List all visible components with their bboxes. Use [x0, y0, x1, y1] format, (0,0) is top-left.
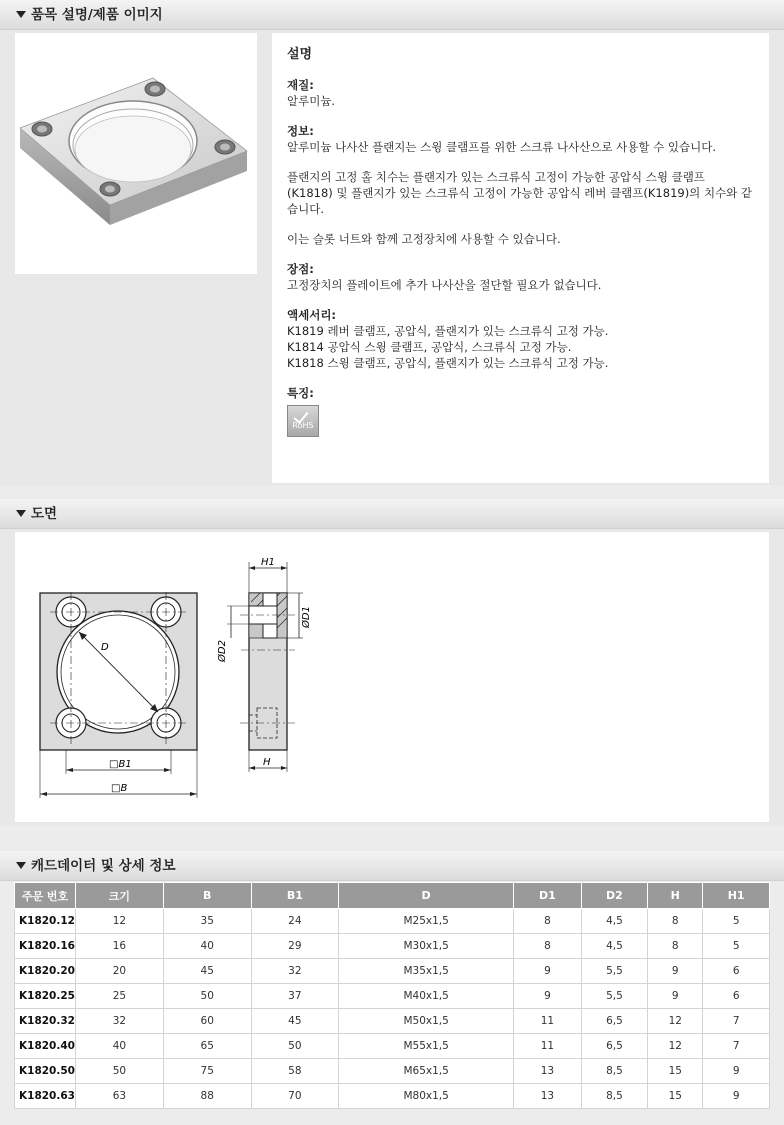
- feature-label: 특징:: [287, 386, 314, 400]
- table-cell: 9: [703, 1059, 770, 1084]
- table-cell: 7: [703, 1009, 770, 1034]
- table-cell: 15: [648, 1059, 703, 1084]
- order-number-cell[interactable]: K1820.40: [15, 1034, 76, 1059]
- table-cell: M35x1,5: [339, 959, 514, 984]
- table-cell: 70: [251, 1084, 338, 1109]
- dim-h-label: H: [263, 757, 271, 768]
- table-cell: 12: [648, 1009, 703, 1034]
- table-cell: 8: [648, 934, 703, 959]
- table-row[interactable]: [15, 984, 770, 1009]
- table-row[interactable]: [15, 959, 770, 984]
- collapse-triangle-icon: [16, 11, 26, 18]
- accessory-item: K1814 공압식 스윙 클램프, 공압식, 스크류식 고정 가능.: [287, 340, 572, 354]
- table-cell: 8,5: [581, 1084, 648, 1109]
- table-cell: 58: [251, 1059, 338, 1084]
- table-cell: M65x1,5: [339, 1059, 514, 1084]
- product-render: [15, 33, 257, 274]
- column-header[interactable]: H1: [703, 883, 770, 909]
- table-cell: 88: [163, 1084, 251, 1109]
- column-header[interactable]: D2: [581, 883, 648, 909]
- table-cell: 4,5: [581, 934, 648, 959]
- table-cell: 65: [163, 1034, 251, 1059]
- table-cell: 12: [75, 909, 163, 934]
- dim-b-label: □B: [111, 783, 128, 794]
- table-cell: 9: [514, 984, 581, 1009]
- table-cell: 24: [251, 909, 338, 934]
- table-cell: 4,5: [581, 909, 648, 934]
- table-cell: 6: [703, 959, 770, 984]
- table-cell: 9: [648, 959, 703, 984]
- table-cell: M50x1,5: [339, 1009, 514, 1034]
- table-cell: 32: [75, 1009, 163, 1034]
- technical-drawing: [15, 532, 769, 822]
- table-cell: 50: [251, 1034, 338, 1059]
- collapse-triangle-icon: [16, 510, 26, 517]
- material-text: 알루미늄.: [287, 94, 336, 108]
- table-row[interactable]: [15, 909, 770, 934]
- section-title: 도면: [31, 506, 58, 522]
- table-cell: 7: [703, 1034, 770, 1059]
- table-cell: 50: [163, 984, 251, 1009]
- order-number-cell[interactable]: K1820.25: [15, 984, 76, 1009]
- table-cell: M25x1,5: [339, 909, 514, 934]
- table-cell: 40: [75, 1034, 163, 1059]
- advantage-label: 장점:: [287, 262, 314, 276]
- table-cell: 11: [514, 1034, 581, 1059]
- info-text-2: 플랜지의 고정 홀 치수는 플랜지가 있는 스크류식 고정이 가능한 공압식 스윙 클램프 (K1818) 및 플랜지가 있는 스크류식 고정이 가능한 공압식 레버 클램프(K1819)의 치수와 같습니다.: [287, 170, 753, 216]
- info-label: 정보:: [287, 124, 314, 138]
- column-header[interactable]: 크기: [75, 883, 163, 909]
- table-cell: 20: [75, 959, 163, 984]
- table-row[interactable]: [15, 934, 770, 959]
- product-image: [15, 33, 257, 274]
- table-row[interactable]: [15, 1059, 770, 1084]
- table-cell: 32: [251, 959, 338, 984]
- table-cell: 35: [163, 909, 251, 934]
- table-cell: 5: [703, 909, 770, 934]
- table-row[interactable]: [15, 1084, 770, 1109]
- table-cell: 6,5: [581, 1009, 648, 1034]
- material-label: 재질:: [287, 78, 314, 92]
- table-cell: 13: [514, 1084, 581, 1109]
- column-header[interactable]: 주문 번호: [15, 883, 76, 909]
- column-header[interactable]: B: [163, 883, 251, 909]
- section-title: 캐드데이터 및 상세 정보: [31, 858, 176, 874]
- section-title: 품목 설명/제품 이미지: [31, 7, 163, 23]
- table-cell: 25: [75, 984, 163, 1009]
- column-header[interactable]: D1: [514, 883, 581, 909]
- description-heading: 설명: [287, 47, 313, 62]
- order-number-cell[interactable]: K1820.12: [15, 909, 76, 934]
- table-cell: 12: [648, 1034, 703, 1059]
- table-cell: 6: [703, 984, 770, 1009]
- dim-b1-label: □B1: [109, 759, 132, 770]
- order-number-cell[interactable]: K1820.50: [15, 1059, 76, 1084]
- section-header-image-desc[interactable]: [0, 0, 784, 30]
- dim-d-label: D: [101, 642, 109, 653]
- table-cell: 9: [514, 959, 581, 984]
- table-cell: 5,5: [581, 984, 648, 1009]
- dim-d2-label: ØD2: [217, 640, 228, 662]
- accessory-item: K1818 스윙 클램프, 공압식, 플랜지가 있는 스크류식 고정 가능.: [287, 356, 609, 370]
- table-cell: 8: [648, 909, 703, 934]
- column-header[interactable]: B1: [251, 883, 338, 909]
- table-cell: 15: [648, 1084, 703, 1109]
- table-cell: 13: [514, 1059, 581, 1084]
- order-number-cell[interactable]: K1820.16: [15, 934, 76, 959]
- collapse-triangle-icon: [16, 862, 26, 869]
- table-cell: 37: [251, 984, 338, 1009]
- column-header[interactable]: D: [339, 883, 514, 909]
- table-cell: 75: [163, 1059, 251, 1084]
- table-cell: 63: [75, 1084, 163, 1109]
- spec-table: [14, 882, 770, 1109]
- info-text-3: 이는 슬롯 너트와 함께 고정장치에 사용할 수 있습니다.: [287, 232, 561, 246]
- dim-h1-label: H1: [261, 557, 275, 568]
- table-cell: M55x1,5: [339, 1034, 514, 1059]
- table-cell: 45: [163, 959, 251, 984]
- table-cell: M30x1,5: [339, 934, 514, 959]
- table-cell: 5,5: [581, 959, 648, 984]
- column-header[interactable]: H: [648, 883, 703, 909]
- table-cell: 50: [75, 1059, 163, 1084]
- table-cell: 8: [514, 934, 581, 959]
- section-header-drawing[interactable]: [0, 499, 784, 529]
- rohs-text: RoHS: [292, 421, 314, 430]
- advantage-text: 고정장치의 플레이트에 추가 나사산을 절단할 필요가 없습니다.: [287, 278, 602, 292]
- table-cell: 16: [75, 934, 163, 959]
- table-cell: 29: [251, 934, 338, 959]
- description-panel: [272, 33, 769, 483]
- info-text-1: 알루미늄 나사산 플랜지는 스윙 클램프를 위한 스크류 나사산으로 사용할 수 있습니다.: [287, 140, 717, 154]
- table-cell: 9: [648, 984, 703, 1009]
- table-cell: 45: [251, 1009, 338, 1034]
- table-header-row: [15, 883, 770, 909]
- accessory-item: K1819 레버 클램프, 공압식, 플랜지가 있는 스크류식 고정 가능.: [287, 324, 609, 338]
- dim-d1-label: ØD1: [301, 606, 312, 628]
- table-cell: 9: [703, 1084, 770, 1109]
- table-row[interactable]: [15, 1034, 770, 1059]
- rohs-badge-icon: [287, 405, 319, 437]
- order-number-cell[interactable]: K1820.63: [15, 1084, 76, 1109]
- table-cell: 11: [514, 1009, 581, 1034]
- table-cell: M80x1,5: [339, 1084, 514, 1109]
- table-cell: 6,5: [581, 1034, 648, 1059]
- table-row[interactable]: [15, 1009, 770, 1034]
- table-cell: 5: [703, 934, 770, 959]
- order-number-cell[interactable]: K1820.20: [15, 959, 76, 984]
- table-cell: 8,5: [581, 1059, 648, 1084]
- section-header-cad[interactable]: [0, 851, 784, 881]
- table-cell: 60: [163, 1009, 251, 1034]
- accessory-label: 액세서리:: [287, 308, 337, 322]
- table-cell: 40: [163, 934, 251, 959]
- drawing-svg: [15, 532, 769, 822]
- order-number-cell[interactable]: K1820.32: [15, 1009, 76, 1034]
- table-cell: M40x1,5: [339, 984, 514, 1009]
- table-cell: 8: [514, 909, 581, 934]
